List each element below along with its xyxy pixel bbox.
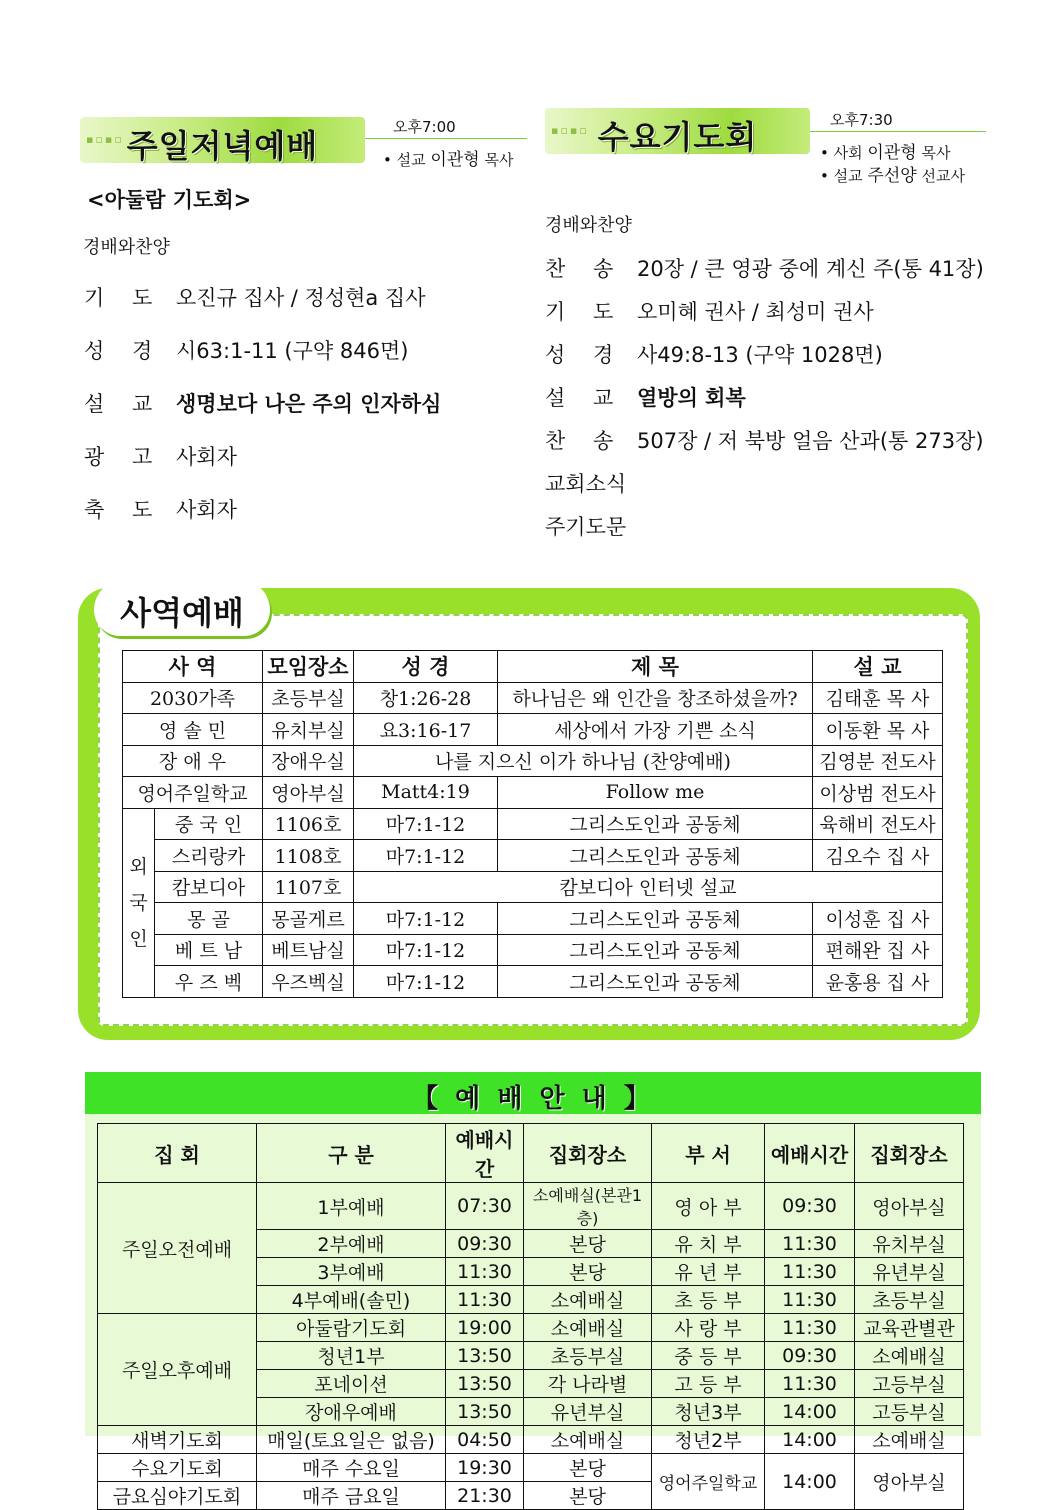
table-row [98,1183,964,1230]
table-cell: 이상범 전도사 [813,777,943,809]
table-cell: 장애우실 [263,745,354,777]
table-cell: 07:30 [446,1183,524,1230]
table-cell: Follow me [498,777,813,809]
text-part: 찬 [545,429,566,453]
text-part: 이관형 [430,150,480,170]
table-row [123,745,943,777]
table-cell: 마7:1-12 [354,808,498,840]
table-cell: 아둘람기도회 [257,1314,446,1342]
table-cell: 소예배실 [855,1426,964,1454]
text-part: 송 [593,429,614,453]
table-cell: 1108호 [263,840,354,872]
text-part: 주선양 [867,166,917,186]
table-cell: 고 등 부 [652,1370,765,1398]
table-row [98,1314,964,1342]
table-cell: 3부예배 [257,1258,446,1286]
text-part: 도 [593,300,614,324]
sunday-evening-row [84,282,426,312]
table-cell: 중 등 부 [652,1342,765,1370]
table-cell: 11:30 [446,1286,524,1314]
wednesday-extra: 교회소식 [545,472,627,496]
wednesday-title: 수요기도회 [597,118,758,156]
table-cell: 초등부실 [855,1286,964,1314]
text-part: 성 [545,343,566,367]
table-cell: 19:00 [446,1314,524,1342]
table-cell: 영어주일학교 [652,1454,765,1510]
guide-title-bar [85,1072,981,1114]
table-cell: 스리랑카 [155,840,263,872]
sunday-evening-subtitle: <아둘람 기도회> [87,188,252,212]
table-cell: 11:30 [765,1286,855,1314]
table-cell: 유년부실 [855,1258,964,1286]
table-cell: 유년부실 [524,1398,652,1426]
table-cell: 영아부실 [263,777,354,809]
text-part: 오진규 집사 / 정성현a 집사 [176,286,426,310]
text-part: 사회자 [176,498,237,522]
text-part: 도 [132,498,153,522]
text-part: 축 [84,498,105,522]
table-cell: 영어주일학교 [123,777,263,809]
table-cell: 초등부실 [263,682,354,714]
wednesday-rule [810,131,986,132]
table-cell: 영 아 부 [652,1183,765,1230]
table-cell: 그리스도인과 공동체 [498,934,813,966]
sunday-evening-row [84,441,237,471]
sunday-evening-row [84,494,237,524]
table-row [123,871,943,903]
table-cell: 09:30 [446,1230,524,1258]
table-cell: 김오수 집 사 [813,840,943,872]
sunday-evening-preacher [383,150,513,170]
sunday-evening-row [84,388,441,418]
text-part: 경 [593,343,614,367]
table-row [123,966,943,998]
table-cell: 소예배실 [524,1426,652,1454]
table-cell: 하나님은 왜 인간을 창조하셨을까? [498,682,813,714]
ministry-title: 사역예배 [120,594,244,632]
sunday-evening-rule [365,138,527,139]
text-part: 경 [132,339,153,363]
table-cell: 사 랑 부 [652,1314,765,1342]
text-part: 설교 [396,151,426,169]
text-part: 고 [132,445,153,469]
wednesday-row [545,382,746,412]
table-cell: 1106호 [263,808,354,840]
table-cell: 13:50 [446,1342,524,1370]
table-cell: 각 나라별 [524,1370,652,1398]
table-cell: 이성훈 집 사 [813,903,943,935]
table-cell: 14:00 [765,1426,855,1454]
text-part: • [383,151,392,169]
ministry-table [122,650,943,998]
table-cell: 우 즈 벡 [155,966,263,998]
table-cell: 요3:16-17 [354,714,498,746]
table-cell: 고등부실 [855,1398,964,1426]
text-part: 기 [84,286,105,310]
text-part: 목사 [484,151,514,169]
text-part: 송 [593,257,614,281]
table-cell: 14:00 [765,1398,855,1426]
table-cell: 교육관별관 [855,1314,964,1342]
table-cell: 창1:26-28 [354,682,498,714]
wednesday-preacher [820,166,965,186]
text-part: 성 [84,339,105,363]
foreign-label: 외 국 인 [123,808,155,997]
text-part: • [820,144,829,162]
text-part: 설 [545,386,566,410]
table-cell: 유 년 부 [652,1258,765,1286]
table-cell: 새벽기도회 [98,1426,257,1454]
wednesday-row [545,296,874,326]
text-part: 교 [593,386,614,410]
col-header: 설 교 [813,651,943,683]
sunday-evening-row [84,335,408,365]
table-cell: 소예배실 [524,1314,652,1342]
table-cell: 그리스도인과 공동체 [498,840,813,872]
table-cell: 소예배실(본관1층) [524,1183,652,1230]
table-row [123,714,943,746]
table-cell: 캄보디아 [155,871,263,903]
wednesday-section-label: 경배와찬양 [545,215,632,236]
table-cell: 고등부실 [855,1370,964,1398]
text-part: 목사 [921,144,951,162]
table-cell: 유치부실 [263,714,354,746]
ministry-title-tab [94,580,270,636]
table-cell: 육해비 전도사 [813,808,943,840]
col-header: 모임장소 [263,651,354,683]
wednesday-row [545,253,984,283]
wednesday-time: 오후7:30 [830,111,893,129]
guide-title: 【 예 배 안 내 】 [412,1084,654,1114]
table-cell: 1107호 [263,871,354,903]
table-cell: 나를 지으신 이가 하나님 (찬양예배) [354,745,813,777]
table-cell: Matt4:19 [354,777,498,809]
table-cell: 청년1부 [257,1342,446,1370]
table-cell: 편해완 집 사 [813,934,943,966]
table-row [123,808,943,840]
group-afternoon: 주일오후예배 [98,1314,257,1426]
table-row [98,1454,964,1482]
table-cell: 마7:1-12 [354,934,498,966]
table-cell: 2부예배 [257,1230,446,1258]
table-cell: 13:50 [446,1370,524,1398]
table-row [98,1426,964,1454]
sunday-evening-title: 주일저녁예배 [126,127,319,165]
table-cell: 캄보디아 인터넷 설교 [354,871,943,903]
table-cell: 09:30 [765,1183,855,1230]
table-cell: 19:30 [446,1454,524,1482]
table-row [123,840,943,872]
table-cell: 그리스도인과 공동체 [498,966,813,998]
text-part: 사회자 [176,445,237,469]
table-cell: 이동환 목 사 [813,714,943,746]
table-cell: 11:30 [765,1314,855,1342]
table-row [123,934,943,966]
table-cell: 2030가족 [123,682,263,714]
table-cell: 유 치 부 [652,1230,765,1258]
col-header: 성 경 [354,651,498,683]
text-part: 이관형 [867,143,917,163]
group-morning: 주일오전예배 [98,1183,257,1314]
table-cell: 소예배실 [855,1342,964,1370]
col-header: 제 목 [498,651,813,683]
table-cell: 장애우예배 [257,1398,446,1426]
table-cell: 수요기도회 [98,1454,257,1482]
text-part: 오미혜 권사 / 최성미 권사 [637,300,874,324]
col-header: 사 역 [123,651,263,683]
table-cell: 베 트 남 [155,934,263,966]
table-header-row: 집 회 구 분 예배시간 집회장소 부 서 예배시간 집회장소 [98,1124,964,1183]
table-cell: 금요심야기도회 [98,1482,257,1510]
table-cell: 매주 금요일 [257,1482,446,1510]
table-cell: 마7:1-12 [354,903,498,935]
table-cell: 13:50 [446,1398,524,1426]
table-cell: 초 등 부 [652,1286,765,1314]
text-part: 찬 [545,257,566,281]
table-cell: 본당 [524,1230,652,1258]
table-cell: 세상에서 가장 기쁜 소식 [498,714,813,746]
table-cell: 14:00 [765,1454,855,1510]
table-cell: 매일(토요일은 없음) [257,1426,446,1454]
table-cell: 11:30 [446,1258,524,1286]
table-cell: 1부예배 [257,1183,446,1230]
table-cell: 베트남실 [263,934,354,966]
table-cell: 장 애 우 [123,745,263,777]
table-cell: 몽골게르 [263,903,354,935]
sunday-evening-banner [80,117,365,163]
table-cell: 그리스도인과 공동체 [498,903,813,935]
table-cell: 4부예배(솔민) [257,1286,446,1314]
text-part: • [820,167,829,185]
table-cell: 11:30 [765,1258,855,1286]
text-part: 설 [84,392,105,416]
table-cell: 포네이션 [257,1370,446,1398]
text-part: 20장 / 큰 영광 중에 계신 주(통 41장) [637,257,984,281]
banner-decoration: ▪▫▪▫ [86,133,124,146]
table-row [123,682,943,714]
table-cell: 소예배실 [524,1286,652,1314]
text-part: 열방의 회복 [637,386,746,410]
table-cell: 청년3부 [652,1398,765,1426]
table-cell: 청년2부 [652,1426,765,1454]
text-part: 생명보다 나은 주의 인자하심 [176,392,442,416]
wednesday-row [545,425,984,455]
text-part: 교 [132,392,153,416]
table-cell: 04:50 [446,1426,524,1454]
table-cell: 11:30 [765,1230,855,1258]
banner-decoration: ▪▫▪▫ [551,124,589,137]
table-cell: 윤홍용 집 사 [813,966,943,998]
table-row [123,777,943,809]
table-cell: 그리스도인과 공동체 [498,808,813,840]
table-cell: 본당 [524,1482,652,1510]
sunday-evening-section-label: 경배와찬양 [83,237,170,258]
table-cell: 영아부실 [855,1454,964,1510]
text-part: 도 [132,286,153,310]
text-part: 사회 [833,144,863,162]
table-cell: 유치부실 [855,1230,964,1258]
text-part: 시63:1-11 (구약 846면) [176,339,409,363]
table-cell: 몽 골 [155,903,263,935]
table-cell: 초등부실 [524,1342,652,1370]
text-part: 사49:8-13 (구약 1028면) [637,343,883,367]
sunday-evening-time: 오후7:00 [393,118,456,136]
text-part: 광 [84,445,105,469]
text-part: 설교 [833,167,863,185]
wednesday-row [545,339,883,369]
text-part: 선교사 [921,167,965,185]
table-cell: 우즈벡실 [263,966,354,998]
text-part: 507장 / 저 북방 얼음 산과(통 273장) [637,429,984,453]
table-header-row [123,651,943,683]
table-cell: 본당 [524,1454,652,1482]
table-cell: 매주 수요일 [257,1454,446,1482]
table-cell: 영아부실 [855,1183,964,1230]
text-part: 기 [545,300,566,324]
wednesday-banner [545,108,810,154]
wednesday-leader [820,143,950,163]
table-cell: 11:30 [765,1370,855,1398]
table-cell: 09:30 [765,1342,855,1370]
table-cell: 김영분 전도사 [813,745,943,777]
table-row [123,903,943,935]
table-cell: 마7:1-12 [354,840,498,872]
table-cell: 중 국 인 [155,808,263,840]
wednesday-extra: 주기도문 [545,515,627,539]
table-cell: 김태훈 목 사 [813,682,943,714]
table-cell: 마7:1-12 [354,966,498,998]
guide-table [97,1123,964,1510]
table-cell: 21:30 [446,1482,524,1510]
table-cell: 본당 [524,1258,652,1286]
table-cell: 영 솔 민 [123,714,263,746]
